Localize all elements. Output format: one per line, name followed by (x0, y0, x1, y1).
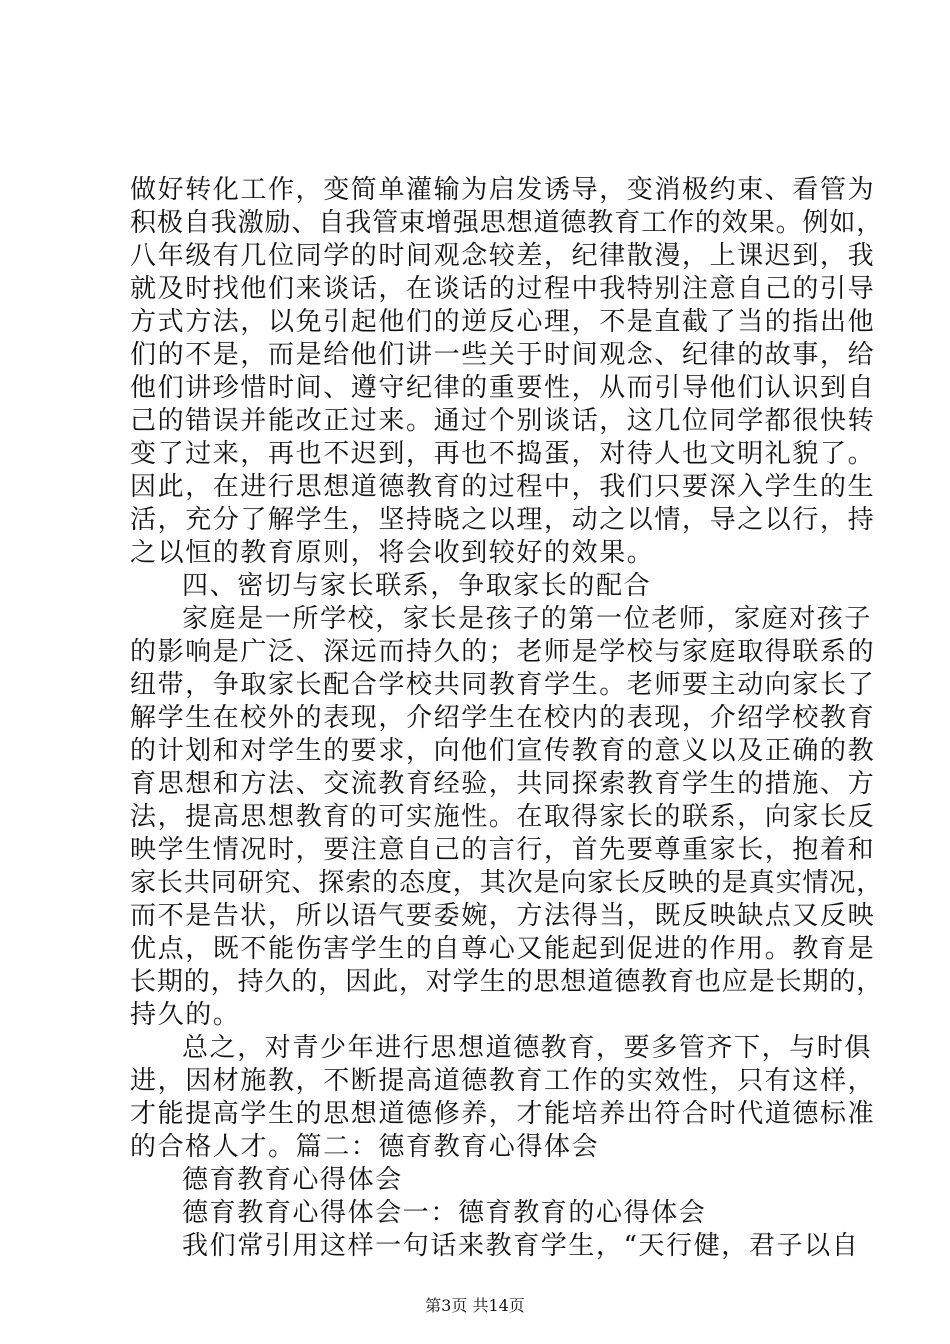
section-title: 德育教育心得体会 (182, 1165, 403, 1195)
text-line: 长期的，持久的，因此，对学生的思想道德教育也应是长期的， (130, 967, 884, 997)
text-line: 的计划和对学生的要求，向他们宣传教育的意义以及正确的教 (130, 736, 876, 766)
text-line: 纽带，争取家长配合学校共同教育学生。老师要主动向家长了 (130, 670, 876, 700)
text-line: 做好转化工作，变简单灌输为启发诱导，变消极约束、看管为 (130, 175, 876, 205)
text-line: 法，提高思想教育的可实施性。在取得家长的联系，向家长反 (130, 802, 876, 832)
text-line: 解学生在校外的表现，介绍学生在校内的表现，介绍学校教育 (130, 703, 876, 733)
text-line: 总之，对青少年进行思想道德教育，要多管齐下，与时俱 (182, 1033, 873, 1063)
text-line: 的影响是广泛、深远而持久的；老师是学校与家庭取得联系的 (130, 637, 876, 667)
text-line: 持久的。 (130, 1000, 241, 1030)
text-line: 家长共同研究、探索的态度，其次是向家长反映的是真实情况， (130, 868, 884, 898)
text-line: 方式方法，以免引起他们的逆反心理，不是直截了当的指出他 (130, 307, 876, 337)
text-line: 们的不是，而是给他们讲一些关于时间观念、纪律的故事，给 (130, 340, 876, 370)
text-line: 映学生情况时，要注意自己的言行，首先要尊重家长，抱着和 (130, 835, 876, 865)
text-line: 己的错误并能改正过来。通过个别谈话，这几位同学都很快转 (130, 406, 876, 436)
text-line: 进，因材施教，不断提高道德教育工作的实效性，只有这样， (130, 1066, 876, 1096)
section-subtitle: 德育教育心得体会一：德育教育的心得体会 (182, 1198, 707, 1228)
text-line: 才能提高学生的思想道德修养，才能培养出符合时代道德标准 (130, 1099, 876, 1129)
text-line: 活，充分了解学生，坚持晓之以理，动之以情，导之以行，持 (130, 505, 876, 535)
text-line: 育思想和方法、交流教育经验，共同探索教育学生的措施、方 (130, 769, 876, 799)
page-number-footer: 第3页 共14页 (425, 1296, 525, 1315)
text-line: 而不是告状，所以语气要委婉，方法得当，既反映缺点又反映 (130, 901, 876, 931)
text-line: 家庭是一所学校，家长是孩子的第一位老师，家庭对孩子 (182, 604, 873, 634)
text-line: 变了过来，再也不迟到，再也不捣蛋，对待人也文明礼貌了。 (130, 439, 876, 469)
section-heading: 四、密切与家长联系，争取家长的配合 (182, 571, 652, 601)
text-line: 八年级有几位同学的时间观念较差，纪律散漫，上课迟到，我 (130, 241, 876, 271)
text-line: 之以恒的教育原则，将会收到较好的效果。 (130, 538, 655, 568)
text-line: 积极自我激励、自我管束增强思想道德教育工作的效果。例如， (130, 208, 884, 238)
text-line: 的合格人才。篇二：德育教育心得体会 (130, 1132, 600, 1162)
text-line: 优点，既不能伤害学生的自尊心又能起到促进的作用。教育是 (130, 934, 876, 964)
text-line: 就及时找他们来谈话，在谈话的过程中我特别注意自己的引导 (130, 274, 876, 304)
text-line: 因此，在进行思想道德教育的过程中，我们只要深入学生的生 (130, 472, 876, 502)
text-line: 他们讲珍惜时间、遵守纪律的重要性，从而引导他们认识到自 (130, 373, 876, 403)
text-line: 我们常引用这样一句话来教育学生，“天行健，君子以自 (182, 1231, 860, 1261)
